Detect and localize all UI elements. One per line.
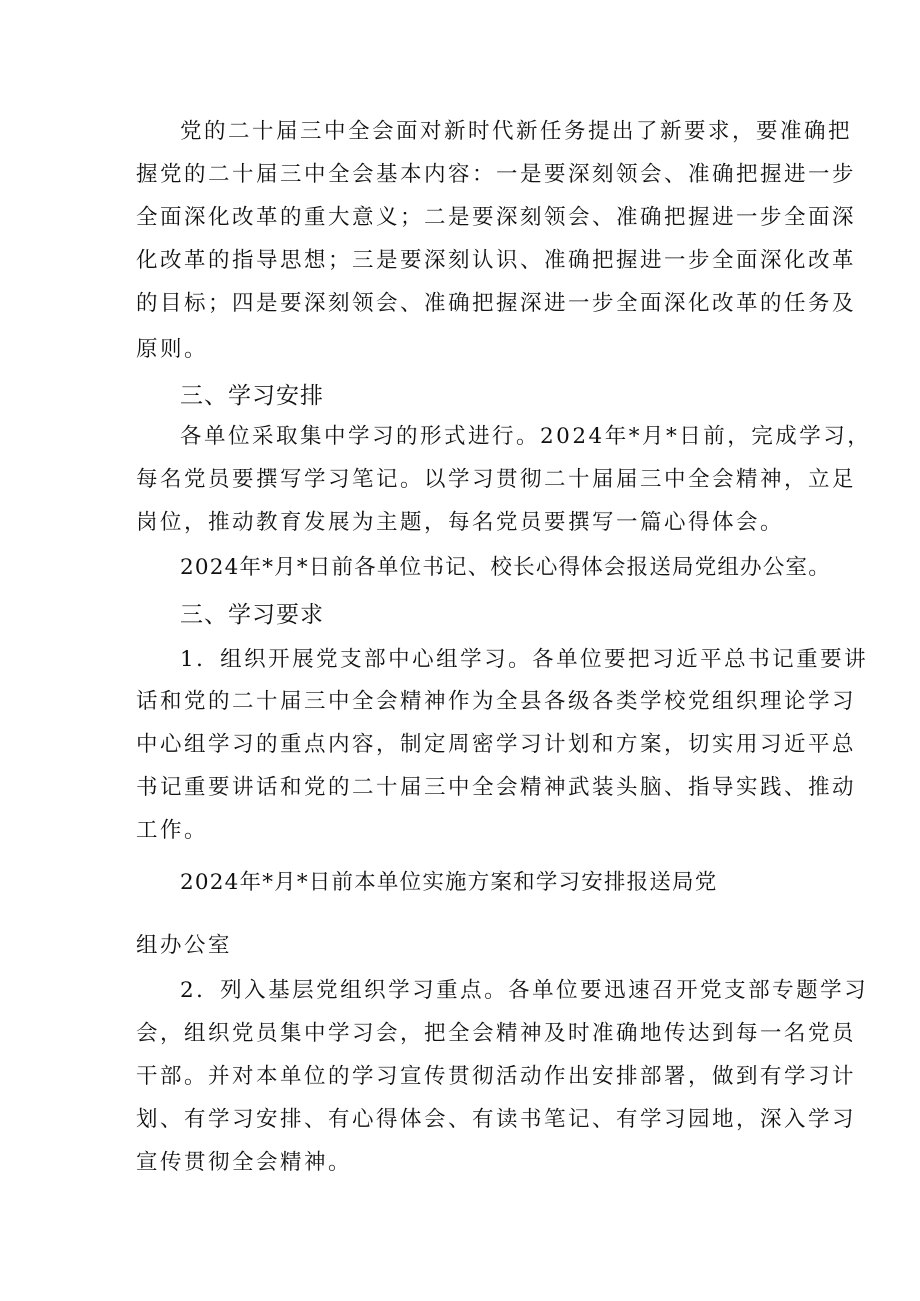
list-item-line: 中心组学习的重点内容，制定周密学习计划和方案，切实用习近平总 <box>136 732 857 757</box>
deadline-line: 2024年*月*日前各单位书记、校长心得体会报送局党组办公室。 <box>180 555 831 580</box>
list-item-line: 工作。 <box>136 818 209 843</box>
paragraph-line: 岗位，推动教育发展为主题，每名党员要撰写一篇心得体会。 <box>136 510 785 535</box>
list-item-line: 会，组织党员集中学习会，把全会精神及时准确地传达到每一名党员 <box>136 1021 857 1046</box>
paragraph-line: 每名党员要撰写学习笔记。以学习贯彻二十届届三中全会精神，立足 <box>136 467 857 492</box>
list-item-line: 划、有学习安排、有心得体会、有读书笔记、有学习园地，深入学习 <box>136 1107 857 1132</box>
paragraph-line: 的目标；四是要深刻领会、准确把握深进一步全面深化改革的任务及 <box>136 291 857 316</box>
section-heading-study-arrangement: 三、学习安排 <box>180 383 324 409</box>
paragraph-line: 化改革的指导思想；三是要深刻认识、准确把握进一步全面深化改革 <box>136 248 857 273</box>
section-heading-study-requirements: 三、学习要求 <box>180 602 324 628</box>
list-item-line: 干部。并对本单位的学习宣传贯彻活动作出安排部署，做到有学习计 <box>136 1064 857 1089</box>
list-item-line: 书记重要讲话和党的二十届三中全会精神武装头脑、指导实践、推动 <box>136 775 857 800</box>
paragraph-line: 全面深化改革的重大意义；二是要深刻领会、准确把握进一步全面深 <box>136 205 857 230</box>
list-item-line: 1．组织开展党支部中心组学习。各单位要把习近平总书记重要讲 <box>180 647 869 672</box>
paragraph-line: 各单位采取集中学习的形式进行。2024年*月*日前，完成学习， <box>180 424 872 449</box>
list-item-line: 话和党的二十届三中全会精神作为全县各级各类学校党组织理论学习 <box>136 689 857 714</box>
deadline-line: 2024年*月*日前本单位实施方案和学习安排报送局党 <box>180 870 718 895</box>
paragraph-line: 握党的二十届三中全会基本内容：一是要深刻领会、准确把握进一步 <box>136 162 857 187</box>
paragraph-line: 原则。 <box>136 337 209 362</box>
deadline-line: 组办公室 <box>136 933 233 958</box>
list-item-line: 宣传贯彻全会精神。 <box>136 1150 353 1175</box>
paragraph-line: 党的二十届三中全会面对新时代新任务提出了新要求，要准确把 <box>180 119 853 144</box>
list-item-line: 2．列入基层党组织学习重点。各单位要迅速召开党支部专题学习 <box>180 978 869 1003</box>
